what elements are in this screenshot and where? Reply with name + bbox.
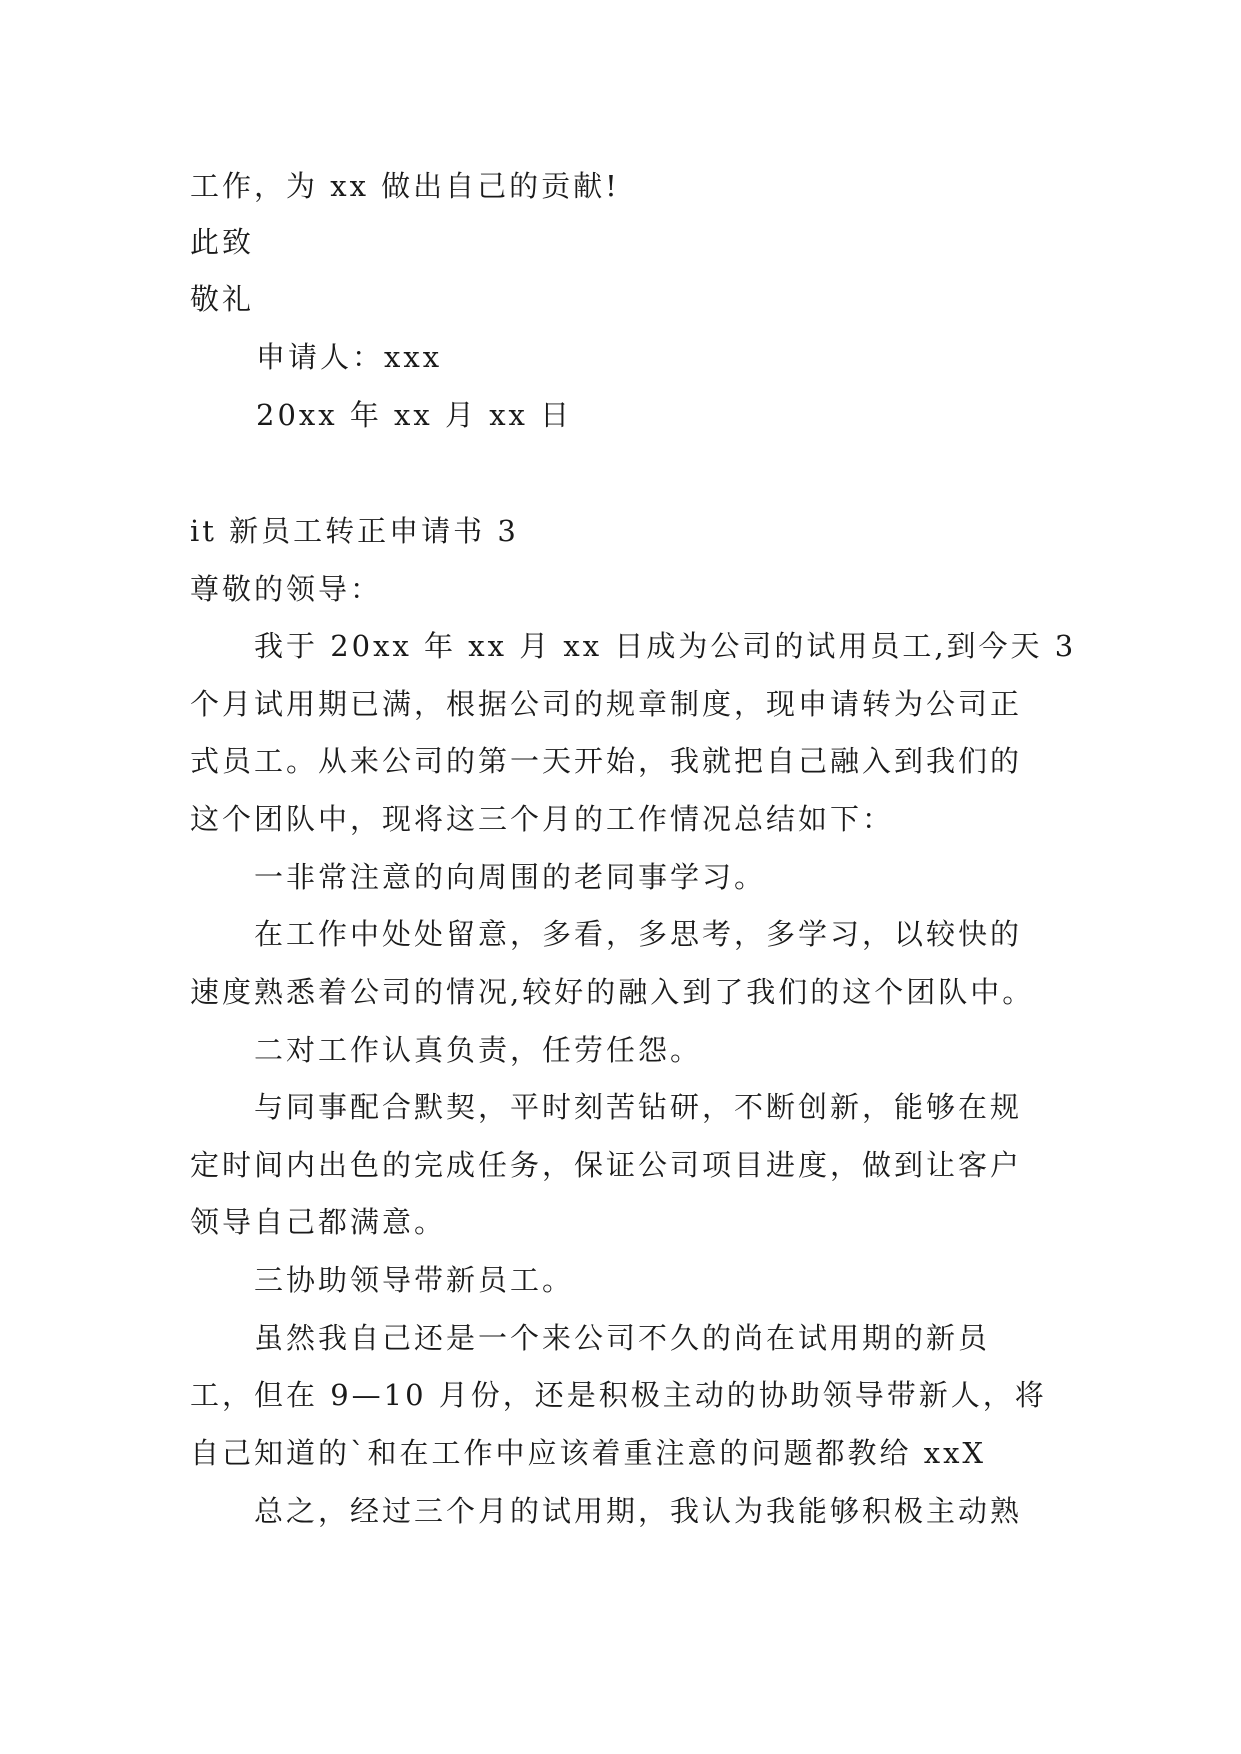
- paragraph-line: 这个团队中，现将这三个月的工作情况总结如下：: [190, 802, 895, 836]
- section-title: it 新员工转正申请书 3: [190, 514, 519, 548]
- paragraph-line: 在工作中处处留意，多看，多思考，多学习，以较快的: [254, 917, 1023, 951]
- paragraph-line: 式员工。从来公司的第一天开始，我就把自己融入到我们的: [190, 744, 1023, 778]
- paragraph-line: 速度熟悉着公司的情况,较好的融入到了我们的这个团队中。: [190, 975, 1035, 1009]
- paragraph-line: 二对工作认真负责，任劳任怨。: [254, 1033, 703, 1067]
- paragraph-line: 个月试用期已满，根据公司的规章制度，现申请转为公司正: [190, 687, 1023, 721]
- salutation: 尊敬的领导：: [190, 572, 383, 606]
- paragraph-line: 领导自己都满意。: [190, 1205, 447, 1239]
- paragraph-line: 总之，经过三个月的试用期，我认为我能够积极主动熟: [254, 1494, 1023, 1528]
- date-line: 20xx 年 xx 月 xx 日: [256, 398, 573, 432]
- paragraph-line: 我于 20xx 年 xx 月 xx 日成为公司的试用员工,到今天 3: [254, 629, 1077, 663]
- paragraph-line: 三协助领导带新员工。: [254, 1263, 575, 1297]
- closing-line-3: 敬礼: [190, 282, 255, 316]
- paragraph-line: 定时间内出色的完成任务，保证公司项目进度，做到让客户: [190, 1148, 1023, 1182]
- closing-line-1: 工作，为 xx 做出自己的贡献!: [190, 169, 620, 203]
- paragraph-line: 虽然我自己还是一个来公司不久的尚在试用期的新员: [254, 1321, 991, 1355]
- paragraph-line: 工，但在 9—10 月份，还是积极主动的协助领导带新人，将: [190, 1378, 1047, 1412]
- paragraph-line: 自己知道的`和在工作中应该着重注意的问题都教给 xxX: [190, 1436, 987, 1470]
- paragraph-line: 与同事配合默契，平时刻苦钻研，不断创新，能够在规: [254, 1090, 1023, 1124]
- closing-line-2: 此致: [190, 225, 255, 259]
- applicant-line: 申请人：xxx: [256, 340, 443, 374]
- paragraph-line: 一非常注意的向周围的老同事学习。: [254, 860, 767, 894]
